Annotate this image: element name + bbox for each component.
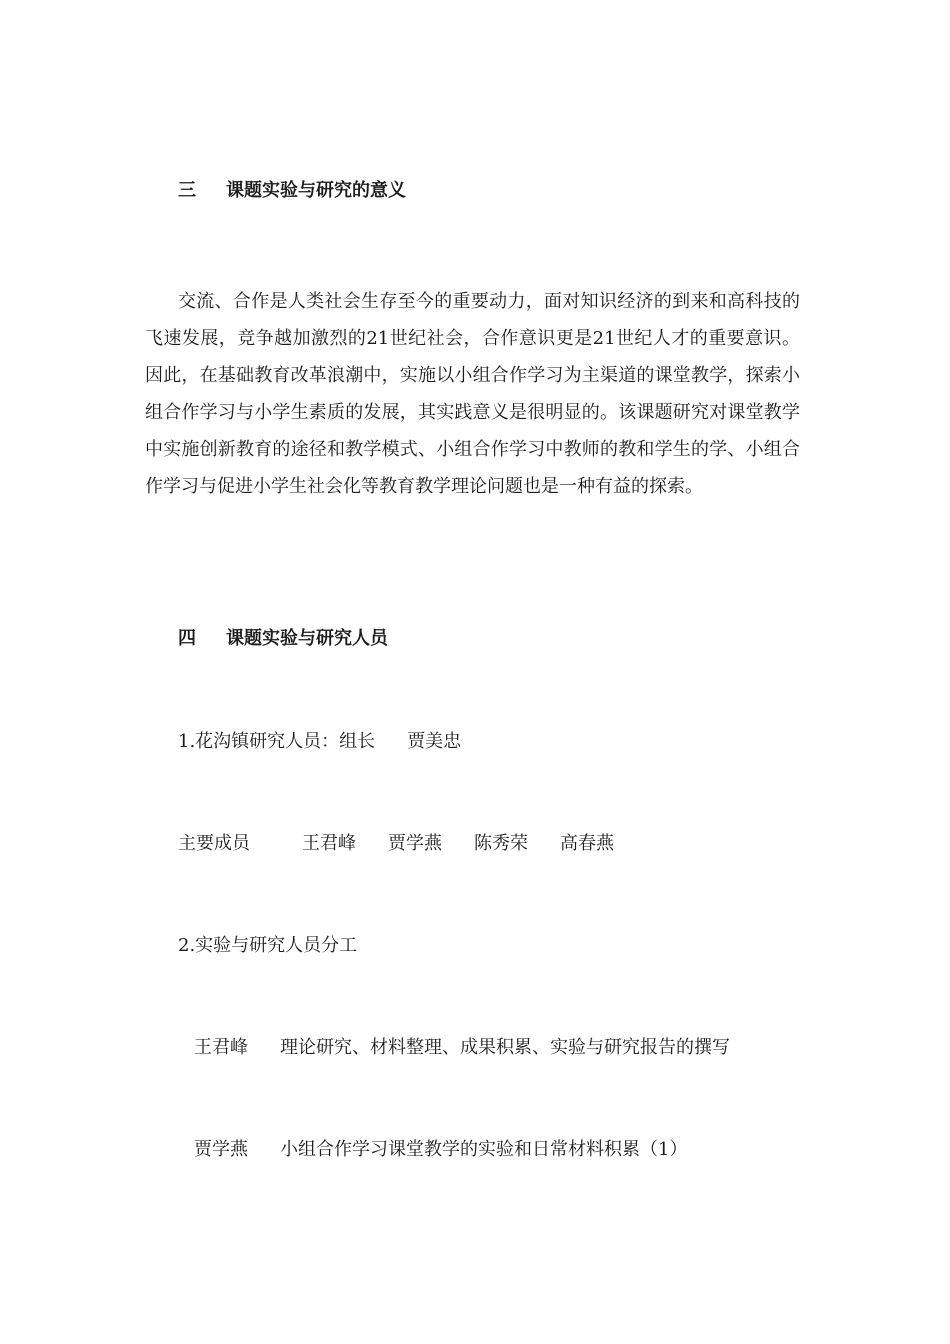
duty-task: 理论研究、材料整理、成果积累、实验与研究报告的撰写 [280,1037,730,1058]
division-of-labor-heading: 2.实验与研究人员分工 [178,935,358,956]
research-leader-line [178,727,461,753]
duty-person: 贾学燕 [194,1139,248,1160]
research-leader-name: 贾美忠 [407,731,462,752]
section-3-title: 课题实验与研究的意义 [226,180,406,201]
research-leader-label: 1.花沟镇研究人员：组长 [178,731,376,752]
duty-row [194,1033,730,1059]
member-name: 高春燕 [560,833,614,854]
main-members-line [178,829,614,855]
member-name: 陈秀荣 [474,833,528,854]
section-3-heading [178,176,406,202]
duty-row [194,1135,687,1161]
section-3-number: 三 [178,180,196,201]
member-name: 贾学燕 [388,833,442,854]
section-4-heading [178,624,388,650]
main-members-label: 主要成员 [178,833,250,854]
section-3-paragraph: 交流、合作是人类社会生存至今的重要动力，面对知识经济的到来和高科技的飞速发展，竞争越加激烈的21世纪社会，合作意识更是21世纪人才的重要意识。因此，在基础教育改革浪潮中，实施以小组合作学习为主渠道的课堂教学，探索小组合作学习与小学生素质的发展，其实践意义是很明显的。该课题研究对课堂教学中实施创新教育的途径和教学模式、小组合作学习中教师的教和学生的学、小组合作学习与促进小学生社会化等教育教学理论问题也是一种有益的探索。 [145,291,800,497]
duty-task: 小组合作学习课堂教学的实验和日常材料积累（1） [280,1139,688,1160]
duty-person: 王君峰 [194,1037,248,1058]
section-4-number: 四 [178,628,196,649]
section-4-title: 课题实验与研究人员 [226,628,388,649]
member-name: 王君峰 [302,833,356,854]
